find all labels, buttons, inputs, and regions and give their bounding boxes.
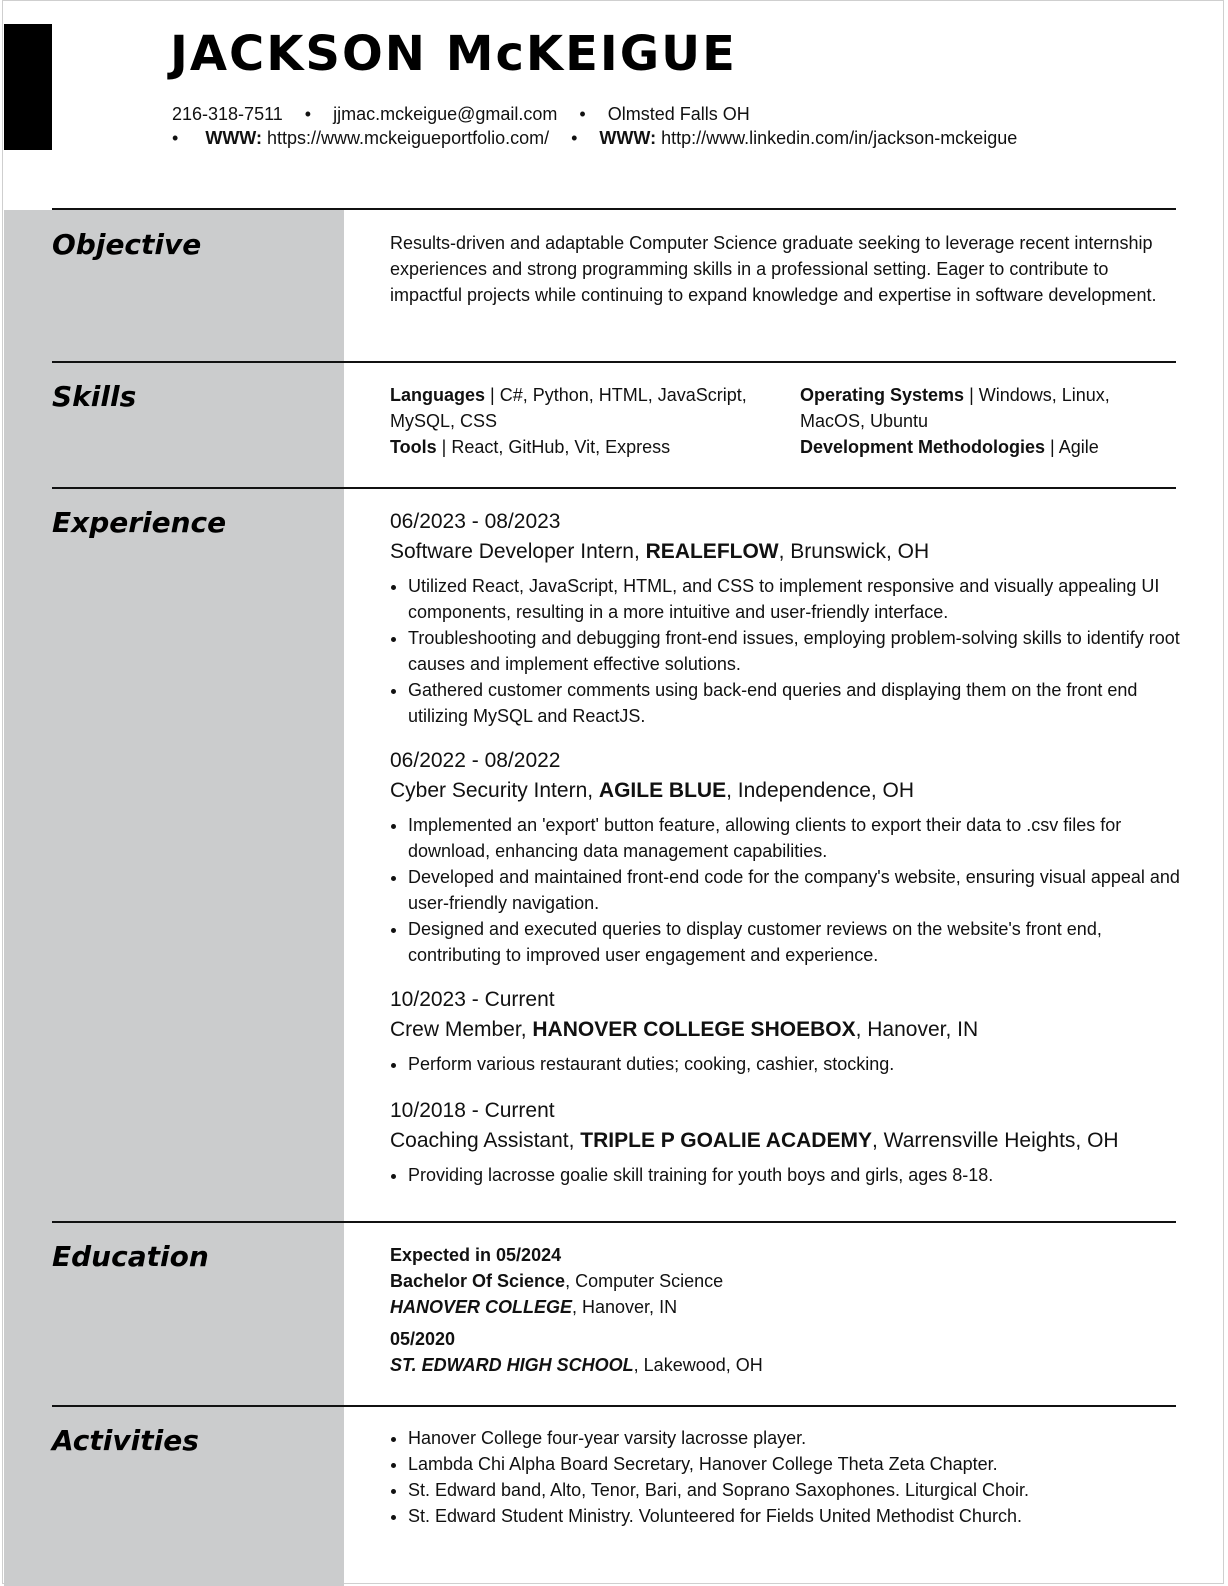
email: jjmac.mckeigue@gmail.com	[333, 104, 558, 124]
education-school: ST. EDWARD HIGH SCHOOL, Lakewood, OH	[390, 1355, 763, 1375]
job-bullets	[390, 812, 1180, 968]
separator-bullet: •	[172, 128, 179, 148]
list-item: • Troubleshooting and debugging front-end issues, employing problem-solving skills to identify root causes and implement effective solutions.	[408, 625, 1180, 677]
list-item: • Utilized React, JavaScript, HTML, and CSS to implement responsive and visually appealing UI components, resulting in a more intuitive and user-friendly interface.	[408, 573, 1180, 625]
contact-line-2	[172, 128, 1017, 149]
company-name: AGILE BLUE	[598, 779, 727, 802]
skill-languages: Languages | C#, Python, HTML, JavaScript, MySQL, CSS	[390, 385, 747, 431]
job-title: Coaching Assistant, TRIPLE P GOALIE ACADEMY, Warrensville Heights, OH	[390, 1129, 1119, 1152]
education-entries	[390, 1242, 1170, 1378]
job-dates: 10/2023 - Current	[390, 988, 555, 1011]
list-item: • Providing lacrosse goalie skill training for youth boys and girls, ages 8-18.	[408, 1162, 1180, 1188]
section-heading-education: Education	[52, 1240, 209, 1273]
separator-bullet: •	[579, 104, 586, 124]
list-item: • Designed and executed queries to display customer reviews on the website's front end, contributing to improved user engagement and experience.	[408, 916, 1180, 968]
section-heading-objective: Objective	[52, 228, 202, 261]
company-name: REALEFLOW	[645, 540, 779, 563]
contact-line-1	[172, 104, 750, 125]
job-bullets	[390, 1162, 1180, 1188]
section-heading-activities: Activities	[52, 1424, 199, 1457]
list-item: • St. Edward band, Alto, Tenor, Bari, and Soprano Saxophones. Liturgical Choir.	[408, 1477, 1170, 1503]
activities-list	[390, 1425, 1170, 1529]
www-label: WWW:	[205, 128, 262, 148]
location: Olmsted Falls OH	[607, 104, 750, 124]
section-divider	[52, 1405, 1176, 1407]
job-dates: 10/2018 - Current	[390, 1099, 555, 1122]
skill-methodologies: Development Methodologies | Agile	[800, 437, 1099, 457]
section-heading-column	[4, 210, 344, 1586]
list-item: • Lambda Chi Alpha Board Secretary, Hanover College Theta Zeta Chapter.	[408, 1451, 1170, 1477]
education-degree: Bachelor Of Science, Computer Science	[390, 1271, 724, 1291]
skills-left-column	[390, 382, 770, 460]
phone: 216-318-7511	[172, 104, 283, 124]
list-item: • Hanover College four-year varsity lacrosse player.	[408, 1425, 1170, 1451]
job-entry	[390, 985, 1180, 1077]
list-item: • Perform various restaurant duties; cooking, cashier, stocking.	[408, 1051, 1180, 1077]
separator-bullet: •	[304, 104, 312, 124]
job-entry	[390, 1096, 1180, 1188]
list-item: • Developed and maintained front-end code for the company's website, ensuring visual appeal and user-friendly navigation.	[408, 864, 1180, 916]
company-name: TRIPLE P GOALIE ACADEMY	[580, 1129, 872, 1152]
skill-tools: Tools | React, GitHub, Vit, Express	[390, 437, 671, 457]
job-title: Software Developer Intern, REALEFLOW, Brunswick, OH	[390, 540, 930, 563]
section-heading-skills: Skills	[52, 380, 137, 413]
portfolio-link[interactable]: https://www.mckeigueportfolio.com/	[266, 128, 550, 148]
section-divider	[52, 361, 1176, 363]
www-label: WWW:	[599, 128, 657, 148]
section-divider	[52, 487, 1176, 489]
job-bullets	[390, 573, 1180, 729]
education-date: 05/2020	[390, 1329, 456, 1349]
job-title: Crew Member, HANOVER COLLEGE SHOEBOX, Hanover, IN	[390, 1018, 979, 1041]
objective-text: Results-driven and adaptable Computer Science graduate seeking to leverage recent internship experiences and strong programming skills in a professional setting. Eager to contribute to impactful projects while continuing to expand knowledge and expertise in software development.	[390, 233, 1157, 305]
job-dates: 06/2023 - 08/2023	[390, 510, 561, 533]
job-dates: 06/2022 - 08/2022	[390, 749, 561, 772]
section-heading-experience: Experience	[52, 506, 227, 539]
skill-operating-systems: Operating Systems | Windows, Linux, MacOS, Ubuntu	[800, 385, 1110, 431]
job-entry	[390, 746, 1180, 968]
activities-list-wrapper	[390, 1425, 1170, 1529]
separator-bullet: •	[571, 128, 578, 148]
candidate-name: JACKSON McKEIGUE	[170, 26, 737, 82]
education-date: Expected in 05/2024	[390, 1245, 562, 1265]
linkedin-link[interactable]: http://www.linkedin.com/in/jackson-mckeigue	[661, 128, 1018, 148]
list-item: • Gathered customer comments using back-end queries and displaying them on the front end utilizing MySQL and ReactJS.	[408, 677, 1180, 729]
company-name: HANOVER COLLEGE SHOEBOX	[532, 1018, 856, 1041]
section-divider	[52, 1221, 1176, 1223]
job-entry	[390, 507, 1180, 729]
education-school: HANOVER COLLEGE, Hanover, IN	[390, 1297, 678, 1317]
skills-right-column	[800, 382, 1170, 460]
section-divider	[52, 208, 1176, 210]
list-item: • St. Edward Student Ministry. Volunteered for Fields United Methodist Church.	[408, 1503, 1170, 1529]
job-bullets	[390, 1051, 1180, 1077]
header-accent-block	[4, 24, 52, 150]
list-item: • Implemented an 'export' button feature, allowing clients to export their data to .csv files for download, enhancing data management capabilities.	[408, 812, 1180, 864]
job-title: Cyber Security Intern, AGILE BLUE, Independence, OH	[390, 779, 915, 802]
